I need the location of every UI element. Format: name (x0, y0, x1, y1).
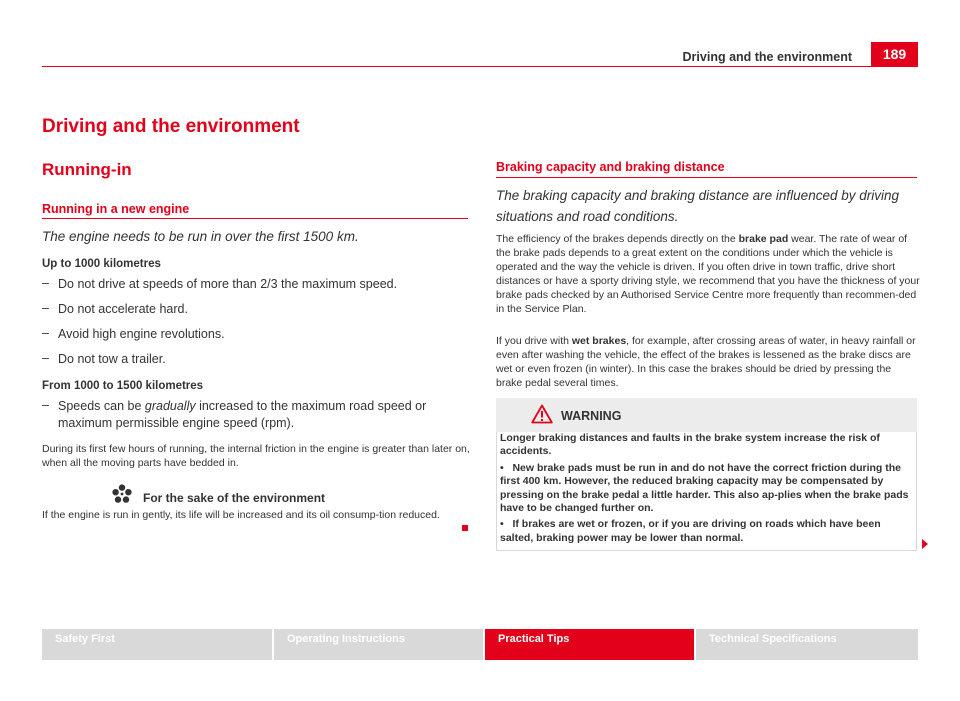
chapter-title: Driving and the environment (42, 116, 300, 137)
footer-tab-technical-specifications[interactable]: Technical Specifications (696, 629, 918, 660)
subheading-rule (42, 218, 468, 219)
text-run: Speeds can be (58, 399, 145, 413)
intro-running-in: The engine needs to be run in over the first 1500 km. (42, 229, 359, 244)
text-run: The efficiency of the brakes depends directly on the (496, 233, 739, 245)
section-end-marker (462, 525, 468, 531)
list-item: Do not drive at speeds of more than 2/3 the maximum speed. (58, 277, 398, 291)
emphasis-text: gradually (144, 399, 196, 413)
bullet-marker: • (500, 518, 504, 531)
warning-bullet-item (500, 518, 913, 545)
running-header-title: Driving and the environment (682, 50, 852, 64)
wet-brakes-paragraph (496, 334, 920, 390)
environment-flower-icon (112, 484, 132, 504)
dash-bullet: – (42, 351, 49, 365)
warning-body (500, 432, 913, 548)
bullet-marker: • (500, 461, 504, 474)
dash-bullet: – (42, 398, 49, 412)
dash-bullet: – (42, 326, 49, 340)
heading-1000-to-1500: From 1000 to 1500 kilometres (42, 380, 204, 392)
text-run: If you drive with (496, 335, 572, 347)
footer-tab-operating-instructions[interactable]: Operating Instructions (274, 629, 483, 660)
environment-heading: For the sake of the environment (143, 491, 326, 505)
bold-term: wet brakes (571, 335, 627, 347)
text-run: , for example, after crossing areas of water, in heavy rainfall or even after washing the vehicle, the effect of the brakes is lessened as the brake discs are wet or even frozen (in winter). In this case the brakes should be dried by pressing the brake pedal several times. (496, 335, 916, 389)
continue-arrow-icon (922, 539, 928, 549)
footer-tab-practical-tips[interactable]: Practical Tips (485, 629, 694, 660)
warning-title: WARNING (561, 409, 622, 423)
brake-pad-paragraph (496, 232, 920, 316)
warning-header (496, 398, 917, 432)
subheading-rule (496, 177, 917, 178)
subheading-braking: Braking capacity and braking distance (496, 160, 725, 174)
intro-braking: The braking capacity and braking distance are influenced by driving situations and road conditions. (496, 188, 899, 224)
warning-triangle-icon (531, 404, 553, 424)
warning-bullet-item (500, 462, 913, 516)
section-title: Running-in (42, 160, 132, 179)
header-rule (42, 66, 871, 67)
list-item: Do not tow a trailer. (58, 352, 166, 366)
list-item: Avoid high engine revolutions. (58, 327, 225, 341)
environment-note: If the engine is run in gently, its life will be increased and its oil consump-tion reduced. (42, 509, 440, 521)
list-item: Do not accelerate hard. (58, 302, 188, 316)
friction-paragraph: During its first few hours of running, the internal friction in the engine is greater than later on, when all the moving parts have bedded in. (42, 443, 470, 469)
dash-bullet: – (42, 301, 49, 315)
warning-bullet-text: If brakes are wet or frozen, or if you are driving on roads which have been salted, braking power may be lower than normal. (500, 518, 881, 544)
text-run: increased to the maximum road speed or maximum permissible engine speed (rpm). (58, 399, 427, 430)
footer-tab-safety-first[interactable]: Safety First (42, 629, 272, 660)
heading-up-to-1000: Up to 1000 kilometres (42, 258, 161, 270)
dash-bullet: – (42, 276, 49, 290)
page-number: 189 (871, 42, 918, 67)
warning-bullet-text: New brake pads must be run in and do not have the correct friction during the first 400 km. However, the reduced braking capacity may be compensated by pressing on the brake pedal a little harder. This also ap-plies when the brake pads have to be changed further on. (500, 461, 909, 515)
bold-term: brake pad (738, 233, 789, 245)
warning-intro: Longer braking distances and faults in the brake system increase the risk of accidents. (500, 432, 880, 458)
subheading-running-in: Running in a new engine (42, 202, 190, 216)
list-item (58, 398, 472, 432)
text-run: wear. The rate of wear of the brake pads depends to a great extent on the conditions under which the vehicle is operated and the way the vehicle is driven. If you often drive in town traffic, drive short distances or have a sporty driving style, we recommend that you have the thickness of your brake pads checked by an Authorised Service Centre more frequently than recommen-ded in the Service Plan. (496, 233, 920, 315)
